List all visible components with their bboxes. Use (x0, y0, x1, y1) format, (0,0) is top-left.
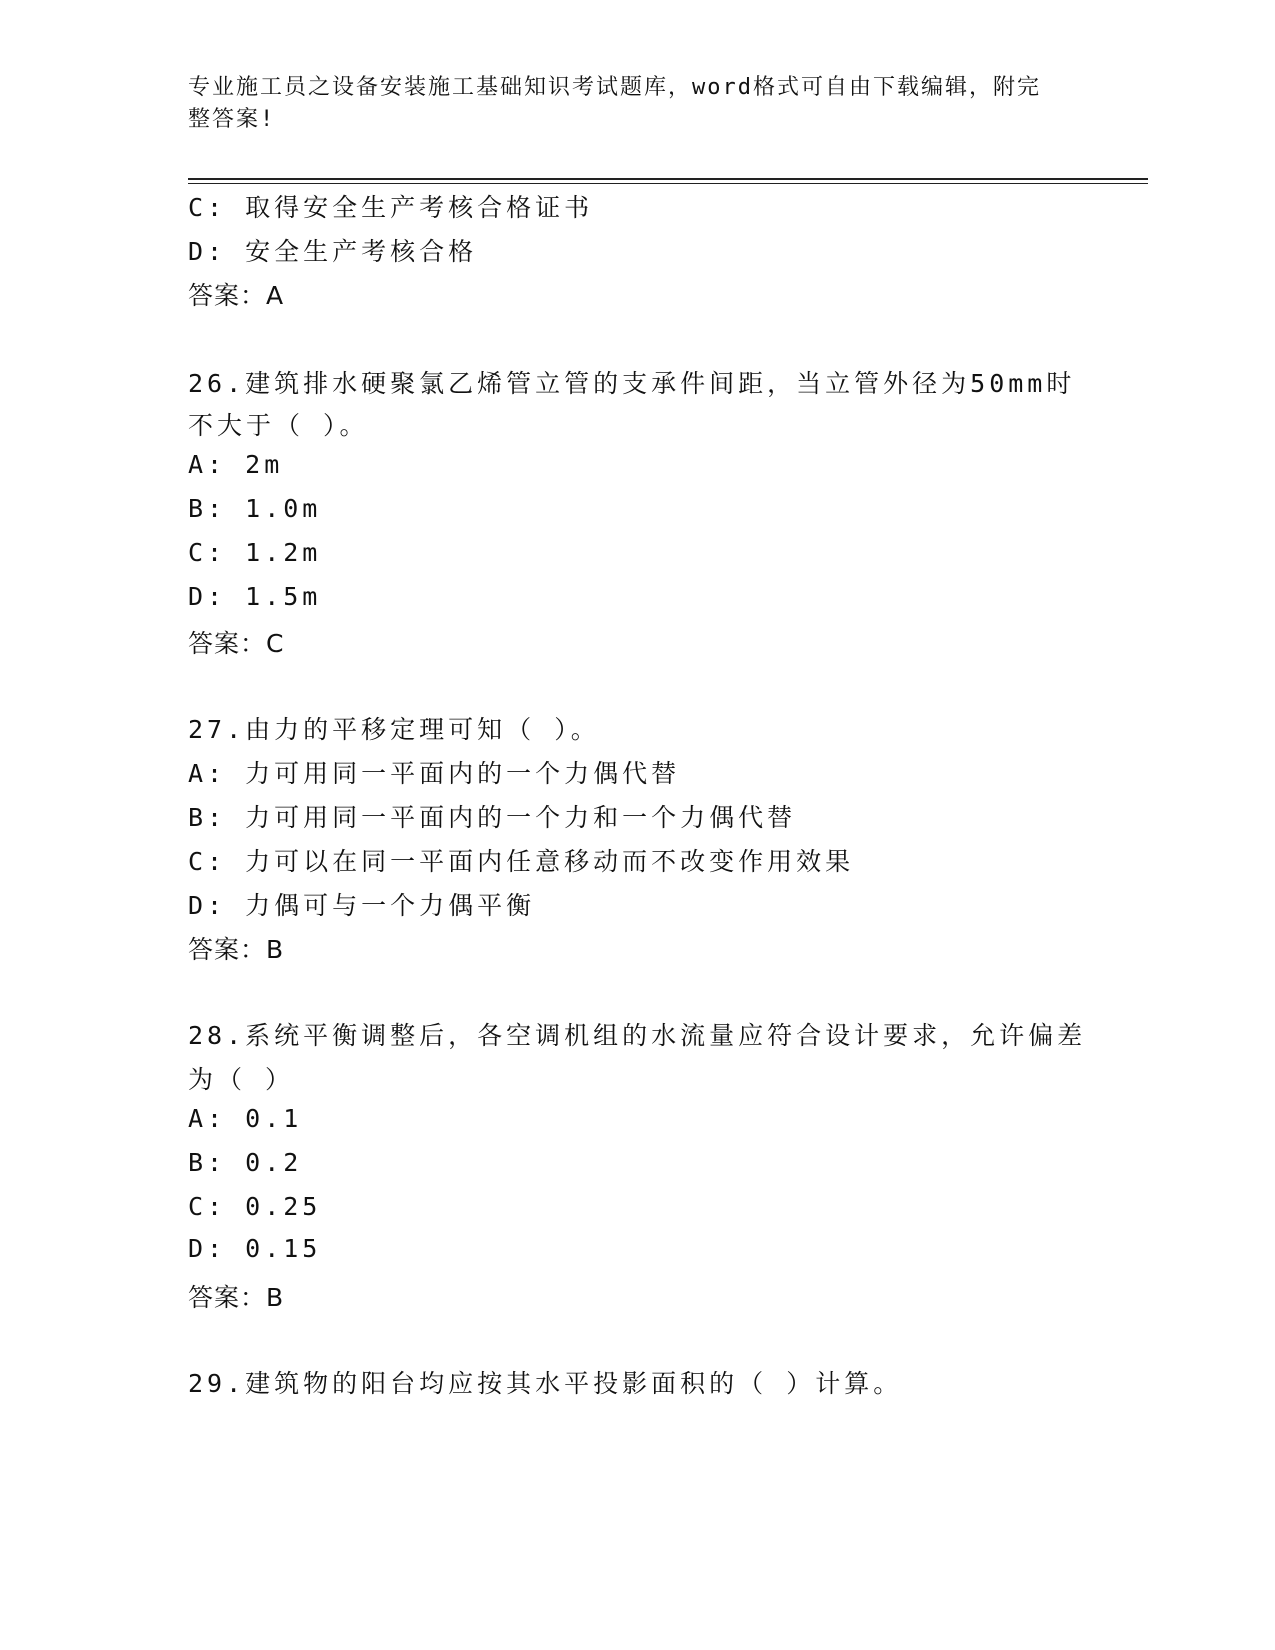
question-line: 不大于（ ）。 (188, 411, 369, 440)
option-line: A: 0.1 (188, 1104, 303, 1133)
answer-line: 答案：A (188, 281, 285, 310)
option-line: C: 0.25 (188, 1192, 322, 1221)
option-line: C: 取得安全生产考核合格证书 (188, 193, 594, 222)
option-line: D: 安全生产考核合格 (188, 237, 478, 266)
header-rule-thin (188, 183, 1148, 184)
document-header (188, 72, 1068, 136)
option-line: D: 1.5m (188, 582, 322, 611)
option-line: B: 0.2 (188, 1148, 303, 1177)
question-line: 29.建筑物的阳台均应按其水平投影面积的（ ）计算。 (188, 1369, 903, 1398)
header-line-2: 整答案! (188, 107, 276, 132)
option-line: A: 2m (188, 450, 284, 479)
option-line: A: 力可用同一平面内的一个力偶代替 (188, 759, 681, 788)
option-line: B: 1.0m (188, 494, 322, 523)
answer-line: 答案：B (188, 935, 285, 964)
question-line: 27.由力的平移定理可知（ ）。 (188, 715, 600, 744)
header-line-1: 专业施工员之设备安装施工基础知识考试题库，word格式可自由下载编辑，附完 (188, 75, 1041, 100)
option-line: D: 力偶可与一个力偶平衡 (188, 891, 536, 920)
option-line: D: 0.15 (188, 1234, 322, 1263)
option-line: C: 1.2m (188, 538, 322, 567)
header-rule-thick (188, 178, 1148, 180)
answer-line: 答案：C (188, 629, 285, 658)
question-line: 26.建筑排水硬聚氯乙烯管立管的支承件间距，当立管外径为50mm时 (188, 369, 1076, 398)
answer-line: 答案：B (188, 1283, 285, 1312)
question-line: 为（ ） (188, 1065, 295, 1094)
question-line: 28.系统平衡调整后，各空调机组的水流量应符合设计要求，允许偏差 (188, 1021, 1087, 1050)
option-line: B: 力可用同一平面内的一个力和一个力偶代替 (188, 803, 797, 832)
option-line: C: 力可以在同一平面内任意移动而不改变作用效果 (188, 847, 855, 876)
